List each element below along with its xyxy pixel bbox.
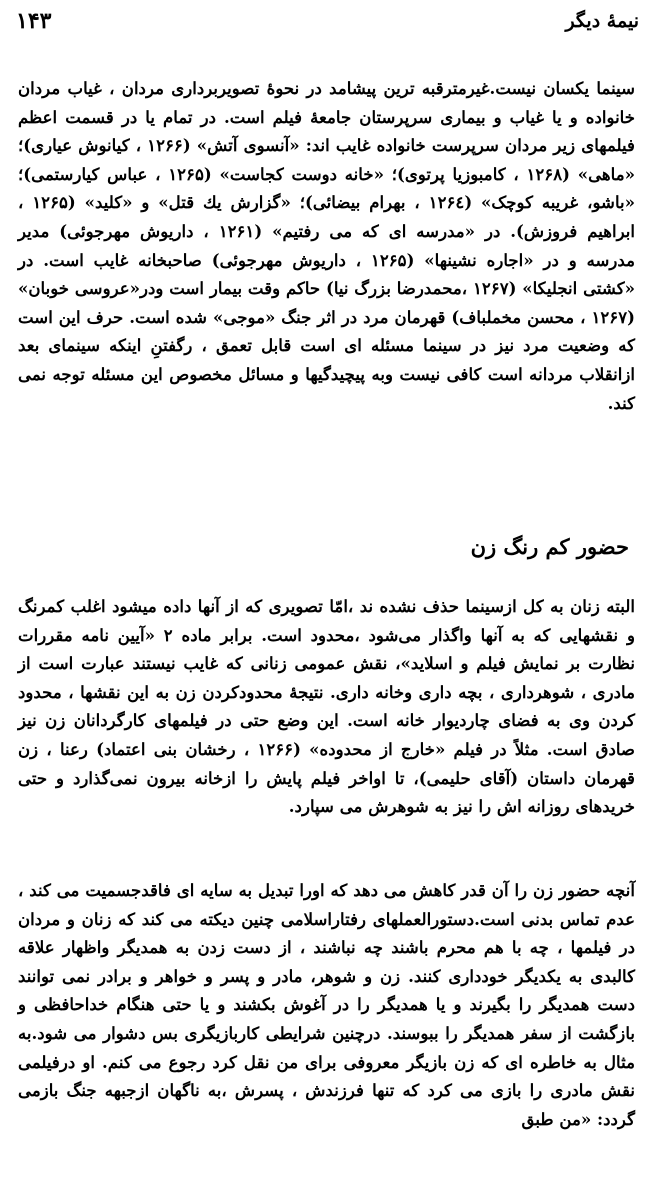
paragraph: آنچه حضور زن را آن قدر کاهش می دهد که اورا تبدیل به سایه ای فاقدجسمیت می کند ، عدم تماس بدنی است.دستورالعملهای رفتاراسلامی چنین دیکته می کند که زنان و مردان در فیلمها ، چه با هم محرم باشند چه نباشند ، از دست زدن به همدیگر واظهار علاقه کالبدی به یکدیگر خودداری کنند. زن و شوهر، مادر و پسر و خواهر و برادر نمی توانند دست همدیگر را بگیرند و یا همدیگر را در آغوش بکشند و یا حتی هنگام خداحافظی و بازگشت از سفر همدیگر را ببوسند. درچنین شرایطی کاربازیگری بس دشوار می شود.به مثال به خاطره ای که زن بازیگر معروفی برای من نقل کرد رجوع می کنم. او درفیلمی نقش مادری را بازی می کرد که تنها فرزندش ، پسرش ،به ناگهان ازجبهه جنگ بازمی گردد: «من طبق (18, 880, 635, 1129)
section-heading: حضور کم رنگ زن (470, 534, 629, 559)
paragraph-block (18, 592, 635, 821)
paragraph-block (18, 876, 635, 1133)
book-title: نیمهٔ دیگر (565, 10, 639, 32)
paragraph: البته زنان به کل ازسینما حذف نشده ند ،امّا تصویری که از آنها داده میشود اغلب کمرنگ و نقشهایی که به آنها واگذار می‌شود ،محدود است. برابر ماده ۲ «آیین نامه مقررات نظارت بر نمایش فیلم و اسلاید»، نقش عمومی زنانی که غایب نیستند عبارت است از مادری ، شوهرداری ، بچه داری وخانه داری. نتیجهٔ محدودکردن زن به این نقشها ، محدود کردن وی به فضای چاردیوار خانه است. این وضع حتی در فیلمهای کارگردانان زن نیز صادق است. مثلاً در فیلم «خارج از محدوده» (۱۲۶۶ ، رخشان بنی اعتماد) رعنا ، زن قهرمان داستان (آقای حلیمی)، تا اواخر فیلم پایش را ازخانه بیرون نمی‌گذارد و حتی خریدهای روزانه اش را نیز به شوهرش می سپارد. (18, 596, 635, 817)
paragraph: سینما یکسان نیست.غیرمترقبه ترین پیشامد در نحوهٔ تصویربرداری مردان ، غیاب مردان خانواده و یا غیاب و بیماری سرپرستان جامعهٔ فیلم است. در تمام یا در قسمت اعظم فیلمهای زیر مردان سرپرست خانواده غایب اند: «آنسوی آتش» (۱۲۶۶ ، کیانوش عیاری)؛ «ماهی» (۱۲۶۸ ، کامبوزیا پرتوی)؛ «خانه دوست کجاست» (۱۲۶۵ ، عباس کیارستمی)؛ «باشو، غریبه کوچک» (۱۲۶٤ ، بهرام بیضائی)؛ «گزارش یك قتل» و «کلید» (۱۲۶۵ ، ابراهیم فروزش). در «مدرسه ای که می رفتیم» (۱۲۶۱ ، داریوش مهرجوئی) مدیر مدرسه و در «اجاره نشینها» (۱۲۶۵ ، داریوش مهرجوئی) صاحبخانه غایب است. در «کشتی انجلیکا» (۱۲۶۷ ،محمدرضا بزرگ نیا) حاکم وقت بیمار است ودر«عروسی خوبان» (۱۲۶۷ ، محسن مخملباف) قهرمان مرد در اثر جنگ «موجی» شده است. حرف این است که وضعیت مرد نیز در سینما مسئله ای است قابل تعمق ، رگفتنِ اینکه سینمای بعد ازانقلاب مردانه است کافی نیست وبه پیچیدگیها و مسائل مخصوص این مسئله توجه نمی کند. (18, 78, 635, 413)
paragraph-block (18, 74, 635, 417)
running-head (16, 8, 639, 42)
page-number: ۱۴۳ (16, 8, 52, 34)
